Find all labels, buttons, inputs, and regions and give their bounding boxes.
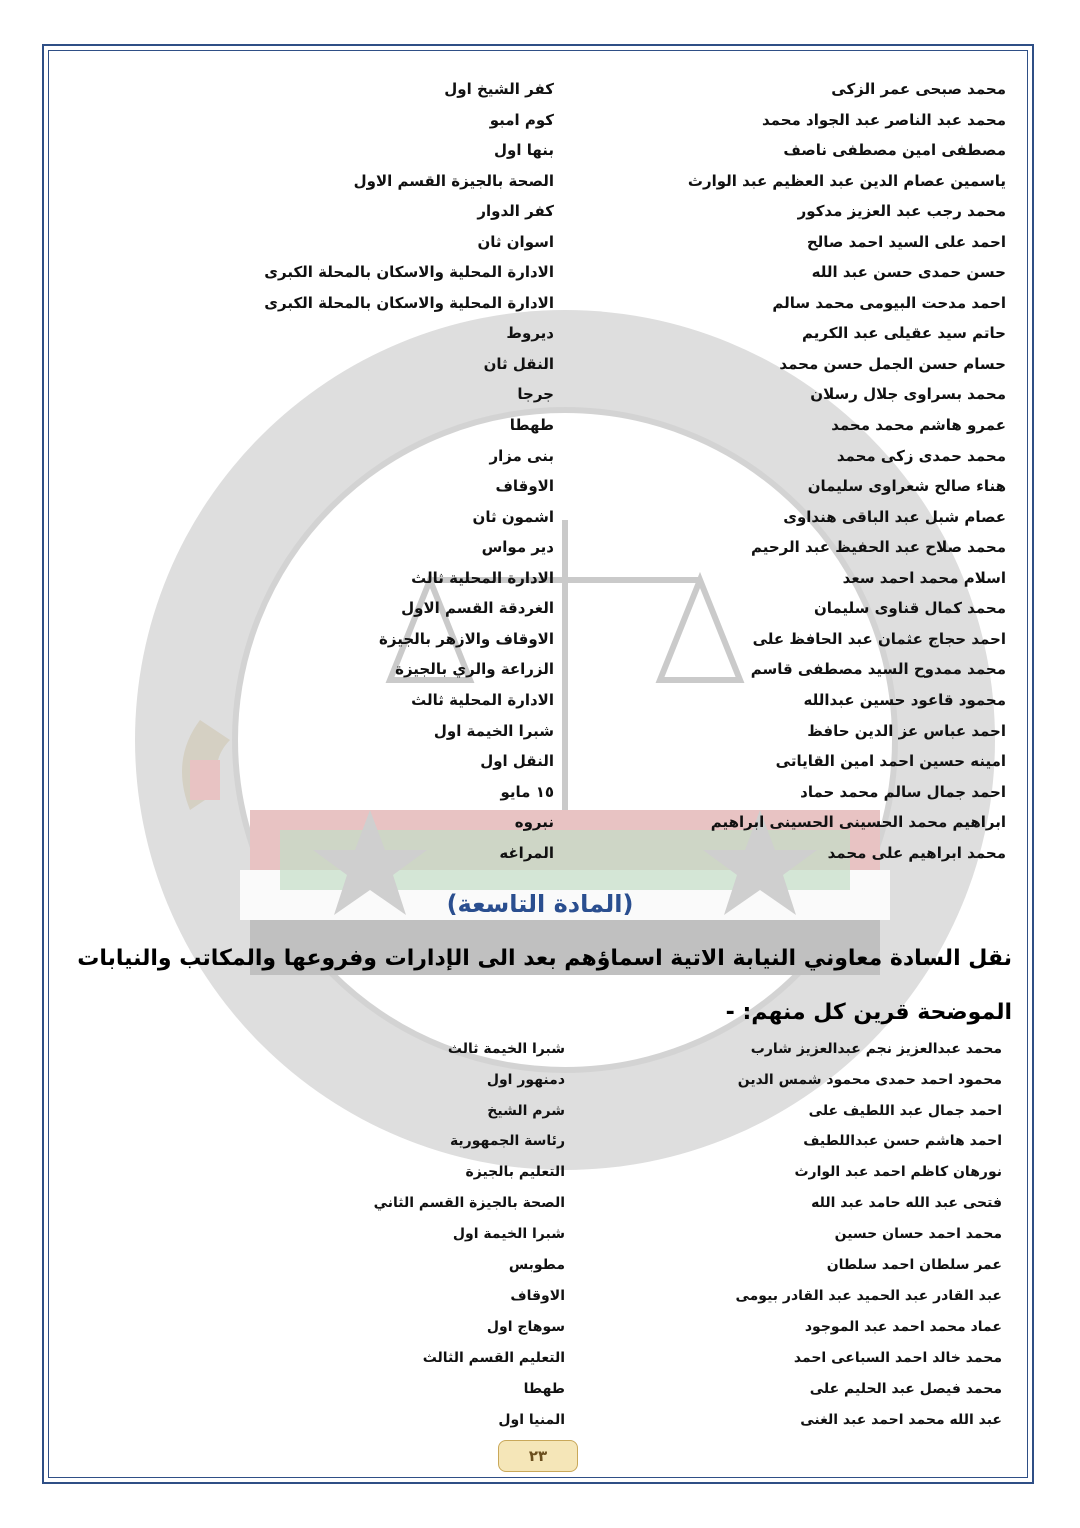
section-title: (المادة التاسعة) (446, 890, 634, 918)
destination: اسوان ثان (477, 233, 554, 251)
list-item (0, 779, 1080, 809)
employee-name: اسلام محمد احمد سعد (842, 569, 1006, 587)
list-item (0, 809, 1080, 839)
list-item (0, 1253, 1080, 1283)
employee-name: احمد حجاج عثمان عبد الحافظ على (752, 630, 1006, 648)
employee-name: محمد فيصل عبد الحليم على (809, 1381, 1002, 1397)
list-item (0, 1284, 1080, 1314)
employee-name: عبد الله محمد احمد عبد الغنى (800, 1412, 1002, 1428)
destination: ديروط (506, 324, 554, 342)
employee-name: عمرو هاشم محمد محمد (831, 416, 1006, 434)
list-item (0, 748, 1080, 778)
destination: المنيا اول (498, 1412, 565, 1428)
list-item (0, 168, 1080, 198)
employee-name: عمر سلطان احمد سلطان (826, 1257, 1002, 1273)
destination: الادارة المحلية والاسكان بالمحلة الكبرى (264, 294, 554, 312)
destination: التعليم بالجيزة (465, 1164, 565, 1180)
list-item (0, 290, 1080, 320)
list-item (0, 1099, 1080, 1129)
employee-name: عصام شبل عبد الباقى هنداوى (783, 508, 1006, 526)
employee-name: ياسمين عصام الدين عبد العظيم عبد الوارث (687, 172, 1006, 190)
list-item (0, 137, 1080, 167)
destination: التعليم القسم الثالث (422, 1350, 565, 1366)
destination: بنها اول (494, 141, 554, 159)
employee-name: محمود قاعود حسين عبدالله (803, 691, 1006, 709)
employee-name: احمد على السيد احمد صالح (806, 233, 1006, 251)
employee-name: محمد احمد حسان حسين (834, 1226, 1002, 1242)
destination: كوم امبو (489, 111, 554, 129)
list-item (0, 1315, 1080, 1345)
employee-name: عماد محمد احمد عبد الموجود (804, 1319, 1002, 1335)
list-item (0, 718, 1080, 748)
destination: الصحة بالجيزة القسم الثاني (373, 1195, 565, 1211)
employee-name: محمد صبحى عمر الزكى (831, 80, 1006, 98)
list-item (0, 412, 1080, 442)
destination: شبرا الخيمة ثالث (447, 1041, 565, 1057)
list-item (0, 840, 1080, 870)
employee-name: احمد هاشم حسن عبداللطيف (803, 1133, 1002, 1149)
decree-text-line2: الموضحة قرين كل منهم: - (725, 1000, 1012, 1025)
destination: النقل ثان (483, 355, 554, 373)
destination: الزراعة والري بالجيزة (395, 660, 554, 678)
employee-name: امينه حسين احمد امين القاياتى (775, 752, 1006, 770)
destination: النقل اول (480, 752, 554, 770)
destination: ١٥ مايو (500, 783, 554, 801)
list-item (0, 1191, 1080, 1221)
list-item (0, 1346, 1080, 1376)
list-item (0, 381, 1080, 411)
destination: سوهاج اول (486, 1319, 565, 1335)
list-item (0, 1222, 1080, 1252)
list-item (0, 1129, 1080, 1159)
list-item (0, 534, 1080, 564)
employee-name: محمد خالد احمد السباعى احمد (793, 1350, 1002, 1366)
destination: الادارة المحلية ثالث (411, 691, 554, 709)
employee-name: محمد عبد الناصر عبد الجواد محمد (762, 111, 1006, 129)
list-item (0, 107, 1080, 137)
destination: شرم الشيخ (487, 1103, 565, 1119)
list-item (0, 473, 1080, 503)
destination: كفر الشيخ اول (444, 80, 554, 98)
employee-name: ابراهيم محمد الحسينى الحسينى ابراهيم (710, 813, 1006, 831)
employee-name: هناء صالح شعراوى سليمان (807, 477, 1006, 495)
page-number-badge: ٢٣ (498, 1440, 578, 1472)
list-item (0, 565, 1080, 595)
employee-name: محمود احمد حمدى محمود شمس الدين (737, 1072, 1002, 1088)
employee-name: حسن حمدى حسن عبد الله (811, 263, 1006, 281)
destination: الغردقة القسم الاول (401, 599, 554, 617)
destination: شبرا الخيمة اول (452, 1226, 565, 1242)
destination: طهطا (509, 416, 554, 434)
employee-name: محمد بسراوى جلال رسلان (810, 385, 1006, 403)
destination: دير مواس (481, 538, 554, 556)
list-item (0, 351, 1080, 381)
list-item (0, 1408, 1080, 1438)
employee-name: احمد جمال سالم محمد حماد (800, 783, 1006, 801)
employee-name: حاتم سيد عقيلى عبد الكريم (802, 324, 1006, 342)
destination: الاوقاف والازهر بالجيزة (379, 630, 554, 648)
destination: جرجا (517, 385, 554, 403)
employee-name: احمد مدحت البيومى محمد سالم (772, 294, 1006, 312)
list-item (0, 595, 1080, 625)
list-item (0, 320, 1080, 350)
employee-name: محمد كمال قناوى سليمان (813, 599, 1006, 617)
list-item (0, 198, 1080, 228)
destination: طهطا (523, 1381, 565, 1397)
employee-name: محمد ابراهيم على محمد (827, 844, 1006, 862)
list-item (0, 504, 1080, 534)
destination: الادارة المحلية والاسكان بالمحلة الكبرى (264, 263, 554, 281)
employee-name: محمد حمدى زكى محمد (836, 447, 1006, 465)
list-item (0, 76, 1080, 106)
destination: رئاسة الجمهورية (449, 1133, 565, 1149)
employee-name: محمد عبدالعزيز نجم عبدالعزيز شارب (750, 1041, 1002, 1057)
destination: الادارة المحلية ثالث (411, 569, 554, 587)
employee-name: محمد صلاح عبد الحفيظ عبد الرحيم (750, 538, 1006, 556)
list-item (0, 1160, 1080, 1190)
employee-name: احمد جمال عبد اللطيف على (808, 1103, 1002, 1119)
employee-name: احمد عباس عز الدين حافظ (807, 722, 1006, 740)
list-item (0, 1068, 1080, 1098)
destination: بنى مزار (489, 447, 554, 465)
destination: كفر الدوار (477, 202, 554, 220)
employee-name: محمد رجب عبد العزيز مدكور (797, 202, 1006, 220)
list-item (0, 687, 1080, 717)
employee-name: حسام حسن الجمل حسن محمد (779, 355, 1006, 373)
employee-name: عبد القادر عبد الحميد عبد القادر بيومى (735, 1288, 1002, 1304)
decree-text-line1: نقل السادة معاوني النيابة الاتية اسماؤهم بعد الى الإدارات وفروعها والمكاتب والنيابات (77, 946, 1012, 971)
destination: شبرا الخيمة اول (433, 722, 554, 740)
destination: نبروه (514, 813, 554, 831)
destination: مطوبس (508, 1257, 565, 1273)
list-item (0, 229, 1080, 259)
list-item (0, 656, 1080, 686)
destination: دمنهور اول (486, 1072, 565, 1088)
employee-name: فتحى عبد الله حامد عبد الله (811, 1195, 1002, 1211)
list-item (0, 1037, 1080, 1067)
list-item (0, 443, 1080, 473)
destination: الاوقاف (495, 477, 554, 495)
list-item (0, 1377, 1080, 1407)
employee-name: مصطفى امين مصطفى ناصف (783, 141, 1006, 159)
destination: اشمون ثان (472, 508, 554, 526)
employee-name: نورهان كاظم احمد عبد الوارث (794, 1164, 1002, 1180)
list-item (0, 259, 1080, 289)
destination: الصحة بالجيزة القسم الاول (353, 172, 554, 190)
destination: المراغه (499, 844, 554, 862)
destination: الاوقاف (510, 1288, 565, 1304)
employee-name: محمد ممدوح السيد مصطفى قاسم (750, 660, 1006, 678)
list-item (0, 626, 1080, 656)
